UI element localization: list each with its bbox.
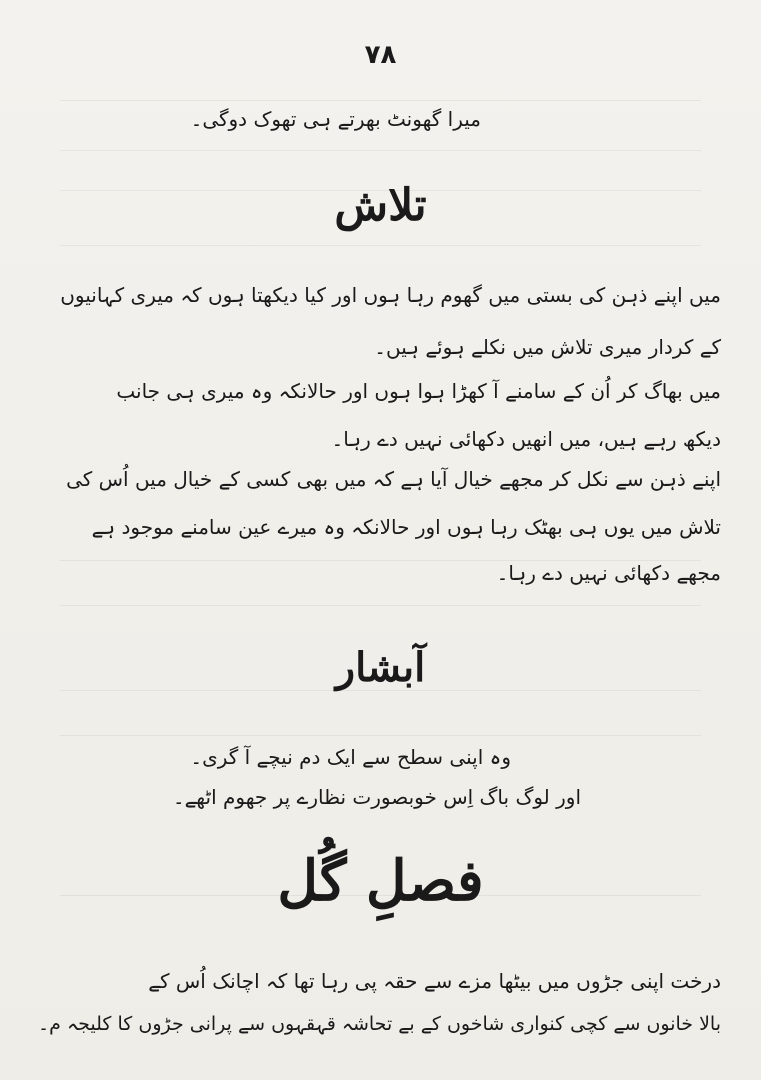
paragraph-line: میں بھاگ کر اُن کے سامنے آ کھڑا ہوا ہوں اور حالانکہ وہ میری ہی جانب <box>116 379 721 403</box>
paragraph-line: کے کردار میری تلاش میں نکلے ہوئے ہیں۔ <box>374 335 721 359</box>
page-number: ۷۸ <box>364 40 397 70</box>
show-through-line <box>60 605 701 606</box>
section-title-abshar: آبشار <box>335 644 426 691</box>
paragraph-line: بالا خانوں سے کچی کنواری شاخوں کے بے تحاشہ قہقہوں سے پرانی جڑوں کا کلیجہ م۔ <box>38 1013 721 1035</box>
paragraph-line: تلاش میں یوں ہی بھٹک رہا ہوں اور حالانکہ وہ میرے عین سامنے موجود ہے <box>91 515 721 539</box>
opening-line: میرا گھونٹ بھرتے ہی تھوک دوگی۔ <box>190 107 481 131</box>
paragraph-line: وہ اپنی سطح سے ایک دم نیچے آ گری۔ <box>190 745 511 769</box>
paragraph-line: دیکھ رہے ہیں، میں انھیں دکھائی نہیں دے رہا۔ <box>331 427 721 451</box>
paragraph-line: درخت اپنی جڑوں میں بیٹھا مزے سے حقہ پی رہا تھا کہ اچانک اُس کے <box>148 969 721 993</box>
paragraph-line: اپنے ذہن سے نکل کر مجھے خیال آیا ہے کہ میں بھی کسی کے خیال میں اُس کی <box>66 467 721 491</box>
section-title-talash: تلاش <box>334 180 427 231</box>
paragraph-line: مجھے دکھائی نہیں دے رہا۔ <box>496 561 721 585</box>
show-through-line <box>60 150 701 151</box>
paragraph-line: میں اپنے ذہن کی بستی میں گھوم رہا ہوں اور کیا دیکھتا ہوں کہ میری کہانیوں <box>60 283 721 307</box>
show-through-line <box>60 245 701 246</box>
section-title-fasl-e-gul: فصلِ گُل <box>277 848 484 914</box>
show-through-line <box>60 100 701 101</box>
paragraph-line: اور لوگ باگ اِس خوبصورت نظارے پر جھوم اٹھے۔ <box>172 785 581 809</box>
show-through-line <box>60 735 701 736</box>
